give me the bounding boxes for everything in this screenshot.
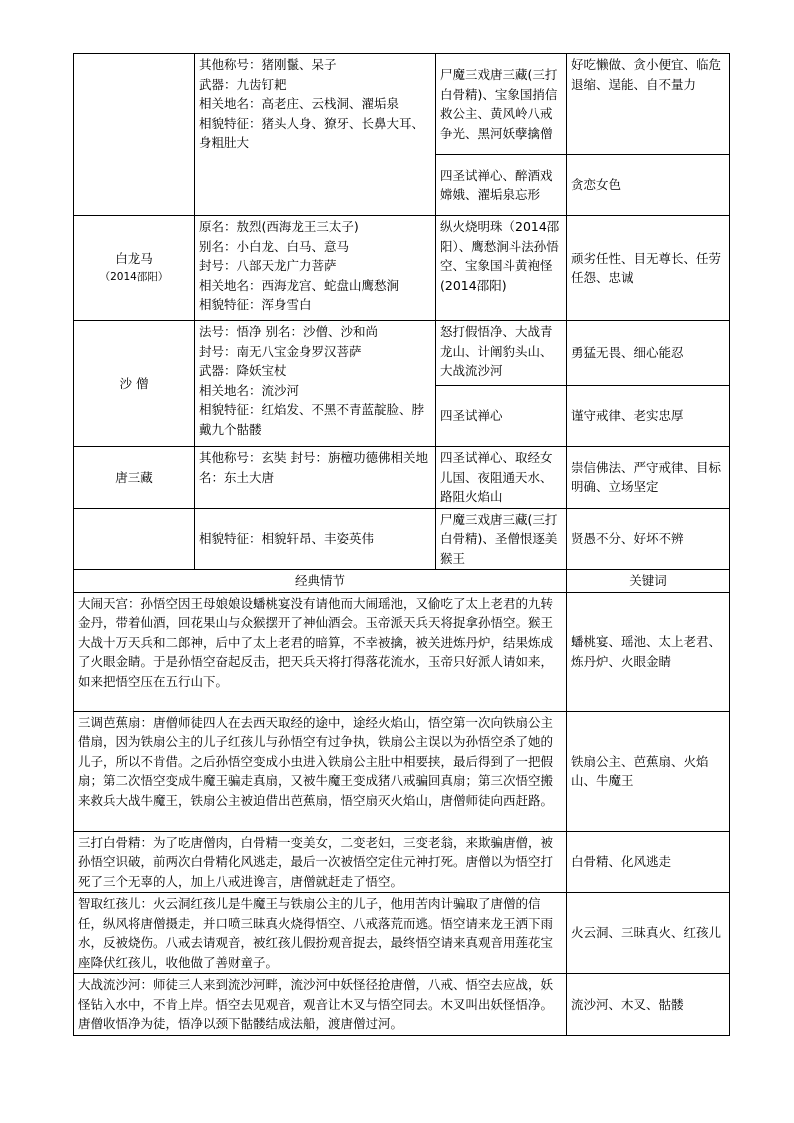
plot-header-row (74, 570, 730, 593)
shaseng-trait-1: 勇猛无畏、细心能忍 (567, 321, 730, 386)
bajie-info-line: 武器：九齿钉耙 (199, 76, 287, 92)
bailongma-info-line: 相关地名：西海龙宫、蛇盘山鹰愁涧 (199, 277, 400, 293)
bailongma-trait: 顽劣任性、目无尊长、任劳任怨、忠诚 (567, 216, 730, 321)
tangseng-trait-2: 贤愚不分、好坏不辨 (567, 508, 730, 570)
bailongma-info-line: 封号：八部天龙广力菩萨 (199, 258, 337, 273)
bailongma-info-line: 原名：敖烈(西海龙王三太子) (199, 219, 359, 234)
plot-text: 三调芭蕉扇：唐僧师徒四人在去西天取经的途中，途经火焰山，悟空第一次向铁扇公主借扇，因为铁扇公主的儿子红孩儿与孙悟空有过争执，铁扇公主误以为孙悟空杀了她的儿子，所以不肯借。之后孙悟空变成小虫进入铁扇公主肚中相要挟，最后得到了一把假扇；第二次悟空变成牛魔王骗走真扇，又被牛魔王变成猪八戒骗回真扇；第三次悟空搬来救兵大战牛魔王，铁扇公主被迫借出芭蕉扇，悟空扇灭火焰山，唐僧师徒向西赶路。 (74, 711, 567, 831)
bajie-info-line: 相关地名：高老庄、云栈洞、濯垢泉 (199, 96, 400, 111)
bailongma-info-line: 相貌特征：浑身雪白 (199, 297, 312, 312)
plot-header: 经典情节 (74, 570, 567, 593)
row-tangseng-2 (74, 508, 730, 570)
bajie-trait-1: 好吃懒做、贪小便宜、临危退缩、逞能、自不量力 (567, 54, 730, 155)
plot-keyword: 火云洞、三昧真火、红孩儿 (567, 893, 730, 974)
plot-keyword: 流沙河、木叉、骷髅 (567, 974, 730, 1036)
shaseng-name: 沙 僧 (74, 321, 195, 447)
tangseng-name: 唐三藏 (74, 447, 195, 509)
plot-keyword: 铁扇公主、芭蕉扇、火焰山、牛魔王 (567, 711, 730, 831)
page (73, 53, 729, 1036)
bajie-name-cell (74, 54, 195, 216)
bajie-trait-2: 贪恋女色 (567, 155, 730, 216)
tangseng-empty-cell (74, 508, 195, 570)
shaseng-info-line: 封号：南无八宝金身罗汉菩萨 (199, 343, 362, 359)
plot-row (74, 592, 730, 711)
bajie-info-line: 其他称号：猪刚鬣、呆子 (199, 57, 337, 72)
bailongma-note: （2014邵阳） (99, 271, 169, 283)
plot-text: 大闹天宫：孙悟空因王母娘娘设蟠桃宴没有请他而大闹瑶池，又偷吃了太上老君的九转金丹，带着仙酒，回花果山与众猴摆开了神仙酒会。玉帝派天兵天将捉拿孙悟空。猴王大战十万天兵和二郎神，后中了太上老君的暗算，不幸被擒，被关进炼丹炉，结果炼成了火眼金睛。于是孙悟空奋起反击，把天兵天将打得落花流水，玉帝只好派人请如来，如来把悟空压在五行山下。 (74, 592, 567, 711)
plot-row (74, 893, 730, 974)
bailongma-name-cell (74, 216, 195, 321)
plot-text: 三打白骨精：为了吃唐僧肉，白骨精一变美女，二变老妇，三变老翁，来欺骗唐僧，被孙悟空识破，前两次白骨精化风逃走，最后一次被悟空定住元神打死。唐僧以为悟空打死了三个无辜的人，加上八戒进谗言，唐僧就赶走了悟空。 (74, 831, 567, 893)
plot-keyword: 白骨精、化风逃走 (567, 831, 730, 893)
plot-row (74, 974, 730, 1036)
row-shaseng-1 (74, 321, 730, 386)
plot-text: 智取红孩儿：火云洞红孩儿是牛魔王与铁扇公主的儿子，他用苦肉计骗取了唐僧的信任，纵风将唐僧摄走，并口喷三昧真火烧得悟空、八戒落荒而逃。悟空请来龙王洒下雨水，反被烧伤。八戒去请观音，被红孩儿假扮观音捉去，最终悟空请来真观音用莲花宝座降伏红孩儿，收他做了善财童子。 (74, 893, 567, 974)
tangseng-info-line: 其他称号：玄奘 封号：旃檀功德佛相关地名：东土大唐 (199, 450, 428, 485)
bailongma-episode: 纵火烧明珠（2014邵阳）、鹰愁涧斗法孙悟空、宝象国斗黄袍怪(2014邵阳) (436, 216, 567, 321)
shaseng-info (195, 321, 436, 447)
row-bajie-1 (74, 54, 730, 155)
tangseng-episode-1: 四圣试禅心、取经女儿国、夜阻通天水、路阻火焰山 (436, 447, 567, 509)
plot-text: 大战流沙河：师徒三人来到流沙河畔，流沙河中妖怪径抢唐僧，八戒、悟空去应战，妖怪钻入水中，不肯上岸。悟空去见观音，观音让木叉与悟空同去。木叉叫出妖怪悟净。唐僧收悟净为徒，悟净以颈下骷髅结成法船，渡唐僧过河。 (74, 974, 567, 1036)
bailongma-info-line: 别名：小白龙、白马、意马 (199, 238, 350, 254)
bailongma-name: 白龙马 (115, 250, 153, 266)
bailongma-info (195, 216, 436, 321)
plot-row (74, 831, 730, 893)
bajie-info (195, 54, 436, 216)
keyword-header: 关键词 (567, 570, 730, 593)
shaseng-episode-2: 四圣试禅心 (436, 386, 567, 447)
bajie-info-line: 相貌特征：猪头人身、獠牙、长鼻大耳、身粗肚大 (199, 115, 425, 150)
plot-row (74, 711, 730, 831)
row-tangseng-1 (74, 447, 730, 509)
bajie-episode-1: 尸魔三戏唐三藏(三打白骨精)、宝象国捎信救公主、黄风岭八戒争光、黑河妖孽擒僧 (436, 54, 567, 155)
shaseng-trait-2: 谨守戒律、老实忠厚 (567, 386, 730, 447)
tangseng-info (195, 447, 436, 509)
shaseng-episode-1: 怒打假悟净、大战青龙山、计阐豹头山、大战流沙河 (436, 321, 567, 386)
tangseng-info-2: 相貌特征：相貌轩昂、丰姿英伟 (195, 508, 436, 570)
shaseng-info-line: 相关地名：流沙河 (199, 382, 300, 398)
shaseng-info-line: 武器：降妖宝杖 (199, 363, 287, 378)
row-bailongma (74, 216, 730, 321)
shaseng-info-line: 相貌特征：红焰发、不黑不青蓝靛脸、脖戴九个骷髅 (199, 402, 425, 437)
tangseng-trait-1: 崇信佛法、严守戒律、目标明确、立场坚定 (567, 447, 730, 509)
tangseng-episode-2: 尸魔三戏唐三藏(三打白骨精)、圣僧恨逐美猴王 (436, 508, 567, 570)
shaseng-info-line: 法号：悟净 别名：沙僧、沙和尚 (199, 324, 378, 339)
plot-keyword: 蟠桃宴、瑶池、太上老君、炼丹炉、火眼金睛 (567, 592, 730, 711)
bajie-episode-2: 四圣试禅心、醉酒戏嫦娥、濯垢泉忘形 (436, 155, 567, 216)
character-table (73, 53, 730, 1036)
